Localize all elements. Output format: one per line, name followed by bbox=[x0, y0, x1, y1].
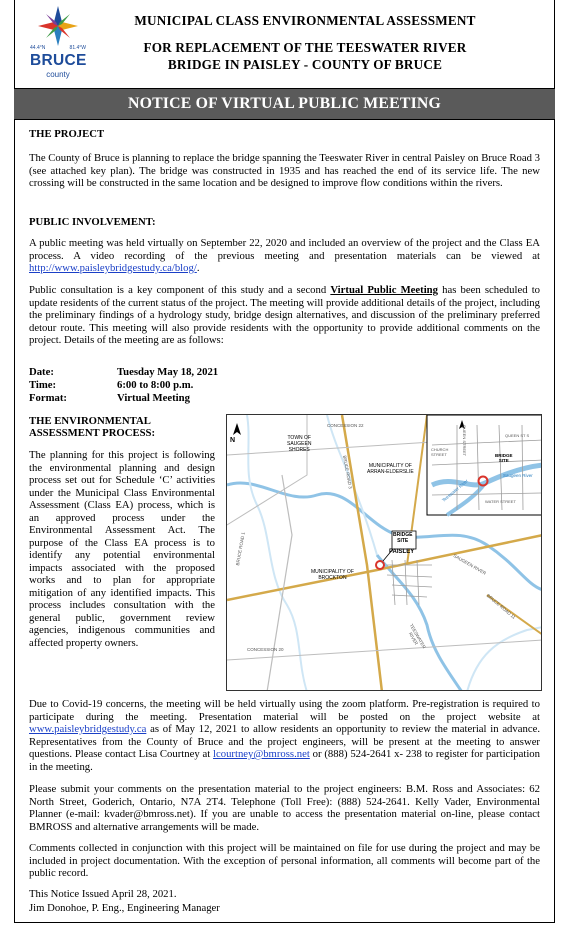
covid-text-c: or (888) 524-2641 x- 238 to register for participation in the meeting. bbox=[29, 748, 540, 773]
virtual-meeting-highlight: Virtual Public Meeting bbox=[330, 284, 438, 296]
covid-text-b: as of May 12, 2021 to allow residents an opportunity to review the material in advance. Representatives from the County of Bruce and the project engineers, will be present at the meeting to answer questions. Please contact Lisa Courtney at bbox=[29, 723, 540, 760]
signature: Jim Donohoe, P. Eng., Engineering Manager bbox=[29, 902, 220, 914]
inset-label-teeswater: Teeswater River bbox=[441, 478, 469, 503]
covid-paragraph bbox=[29, 698, 540, 773]
map-label-saugeen-shores: TOWN OF SAUGEEN SHORES bbox=[287, 435, 312, 453]
blog-link[interactable]: http://www.paisleybridgestudy.ca/blog/ bbox=[29, 262, 197, 274]
involvement-para1 bbox=[29, 237, 540, 275]
map-label-paisley: PAISLEY bbox=[389, 549, 415, 555]
date-value: Tuesday May 18, 2021 bbox=[117, 366, 219, 378]
key-plan-map bbox=[226, 414, 542, 691]
logo-subtext: county bbox=[46, 70, 70, 79]
covid-text-a: Due to Covid-19 concerns, the meeting will be held virtually using the zoom platform. Pre-registration is required to participate during the meeting. Presentation material will be posted on the project website at bbox=[29, 698, 540, 723]
involvement-para2 bbox=[29, 284, 540, 347]
map-north-label: N bbox=[230, 437, 236, 444]
map-label-brockton: MUNICIPALITY OF BROCKTON bbox=[311, 569, 354, 581]
inset-label-saugeen: Saugeen River bbox=[503, 473, 533, 478]
env-heading-line1: THE ENVIRONMENTAL bbox=[29, 415, 151, 427]
env-heading-line2: ASSESSMENT PROCESS: bbox=[29, 427, 156, 439]
map-label-bruce-road-11: BRUCE ROAD 11 bbox=[485, 593, 517, 620]
involvement-heading: PUBLIC INVOLVEMENT: bbox=[29, 216, 156, 228]
time-value: 6:00 to 8:00 p.m. bbox=[117, 379, 194, 391]
contact-email-link[interactable]: lcourtney@bmross.net bbox=[213, 748, 310, 760]
notice-issued: This Notice Issued April 28, 2021. bbox=[29, 888, 177, 900]
map-label-concession-20: CONCESSION 20 bbox=[247, 647, 284, 652]
map-label-teeswater-river: TEESWATER RIVER bbox=[407, 623, 427, 650]
map-label-concession-22: CONCESSION 22 bbox=[327, 423, 364, 428]
inset-label-church-st: CHURCH STREET bbox=[431, 447, 449, 457]
comments-paragraph: Comments collected in conjunction with this project will be maintained on file for use during the project and may be included in project documentation. With the exception of personal information, all comments will become part of the public record. bbox=[29, 842, 540, 879]
map-label-bruce-road-1: BRUCE ROAD 1 bbox=[235, 531, 246, 566]
inset-label-bridge-site: BRIDGE SITE bbox=[495, 453, 513, 463]
env-text: The planning for this project is following the environmental planning and design process set out for Schedule ‘C’ activities under the Municipal Class Environmental Assessment (Class EA) process, which is an approved process under the Environmental Assessment Act. The purpose of the Class EA process is to identify any potential environmental impacts associated with the proposed works and to plan for appropriate mitigation of any identified impacts. This process includes consultation with the general public, government review agencies, indigenous communities and affected property owners. bbox=[29, 449, 215, 649]
date-label: Date: bbox=[29, 366, 54, 378]
project-website-link[interactable]: www.paisleybridgestudy.ca bbox=[29, 723, 147, 735]
header-title-line1: MUNICIPAL CLASS ENVIRONMENTAL ASSESSMENT bbox=[134, 13, 476, 28]
submit-paragraph: Please submit your comments on the presentation material to the project engineers: B.M. Ross and Associates: 62 North Street, Goderich, Ontario, N7A 2T4. Telephone (Toll Free): (888) 524-2641. Kelly Vader, Environmental Planner (e-mail: kvader@bmross.net). If you are unable to access the presentation material on-line, please contact BMROSS and alternative arrangements will be made. bbox=[29, 783, 540, 833]
map-label-arran: MUNICIPALITY OF ARRAN-ELDERSLIE bbox=[367, 463, 414, 475]
meeting-date bbox=[29, 366, 218, 379]
involvement-para1-text: A public meeting was held virtually on September 22, 2020 and included an overview of the project and the Class EA process. A video recording of the previous meeting and presentation materials can be viewed at bbox=[29, 237, 540, 262]
inset-label-queen-st: QUEEN ST S bbox=[505, 433, 530, 438]
logo-wordmark: BRUCE bbox=[30, 52, 87, 69]
notice-banner: NOTICE OF VIRTUAL PUBLIC MEETING bbox=[14, 88, 555, 120]
logo-coord-right: 81.4°W bbox=[69, 45, 86, 51]
project-text: The County of Bruce is planning to replace the bridge spanning the Teeswater River in central Paisley on Bruce Road 3 (see attached key plan). The bridge was constructed in 1935 and has reached the end of its service life. The new crossing will be constructed in the same location and be designed to improve flow conditions within the rivers. bbox=[29, 152, 540, 189]
map-label-bruce-road-3: BRUCE ROAD 3 bbox=[342, 455, 353, 490]
inset-label-queen-street: QUEEN STREET bbox=[462, 425, 467, 457]
involvement-para2-b: has been scheduled to update residents of the current status of the project. The meeting will provide additional details of the project, including the preliminary findings of a hydrology study, bridge design alternatives, and discussion of the preliminary preferred detour route. This meeting will also provide residents with the opportunity to provide additional comments on the project. Details of the meeting are as follows: bbox=[29, 284, 541, 346]
meeting-format bbox=[29, 392, 190, 405]
involvement-para2-a: Public consultation is a key component of this study and a second bbox=[29, 284, 331, 296]
map-label-bridge-site: BRIDGE SITE bbox=[393, 532, 413, 544]
meeting-time bbox=[29, 379, 193, 392]
header-title-line3: BRIDGE IN PAISLEY - COUNTY OF BRUCE bbox=[167, 57, 443, 72]
format-label: Format: bbox=[29, 392, 67, 404]
involvement-para1-end: . bbox=[196, 262, 200, 274]
time-label: Time: bbox=[29, 379, 57, 391]
project-heading: THE PROJECT bbox=[29, 128, 105, 140]
logo-coord-left: 44.4°N bbox=[30, 45, 46, 51]
header-title-line2: FOR REPLACEMENT OF THE TEESWATER RIVER bbox=[143, 40, 467, 55]
format-value: Virtual Meeting bbox=[117, 392, 190, 404]
inset-label-water-st: WATER STREET bbox=[485, 499, 516, 504]
map-label-saugeen-river: SAUGEEN RIVER bbox=[452, 553, 488, 576]
